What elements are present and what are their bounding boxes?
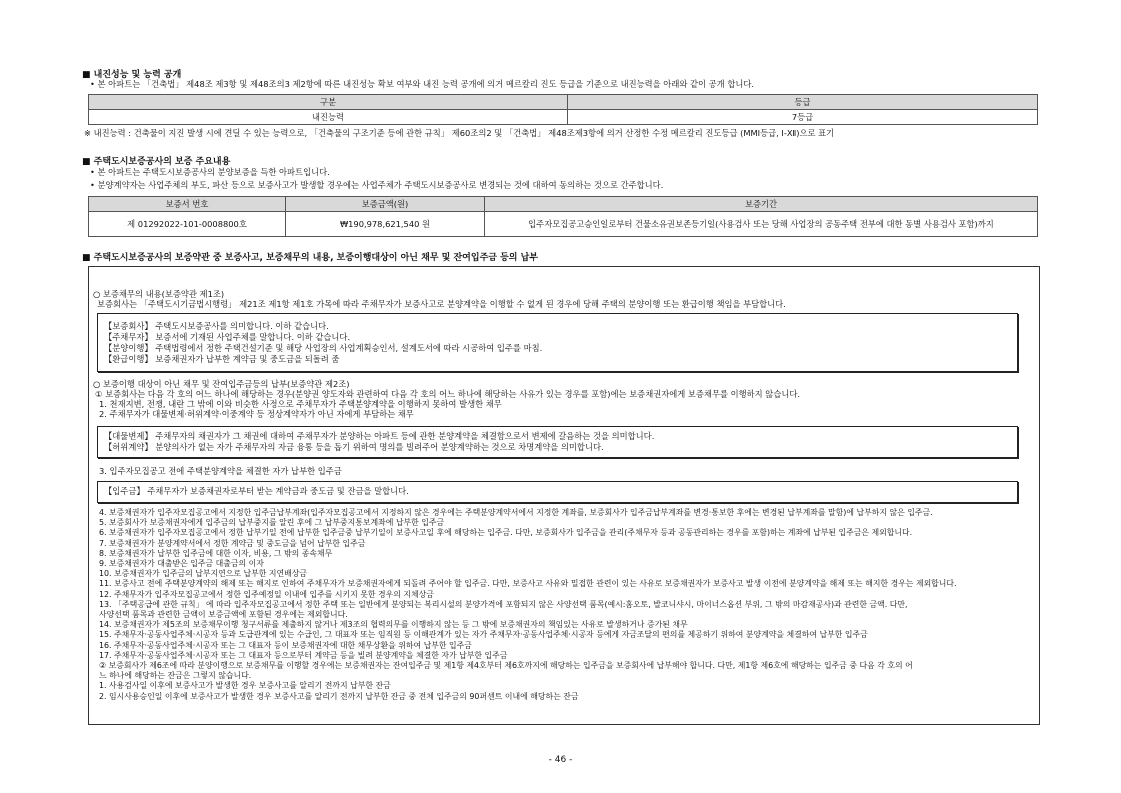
list-item: 2. 임시사용승인일 이후에 보증사고가 발생한 경우 보증사고를 알리기 전까지 납부한 잔금 중 전체 입주금의 90퍼센트 이내에 해당하는 잔금 (99, 691, 579, 701)
definition-box (97, 313, 1018, 372)
table-cell: 내진능력 (89, 110, 568, 125)
list-item: 17. 주채무자·공동사업주체·시공자 또는 그 대표자 등으로부터 계약금 등을 빌려 분양계약을 체결한 자가 납부한 입주금 (99, 650, 508, 660)
terms-item-3: 3. 입주자모집공고 전에 주택분양계약을 체결한 자가 납부한 입주금 (99, 466, 342, 476)
guarantee-bullet: • 본 아파트는 주택도시보증공사의 분양보증을 득한 아파트입니다. (90, 167, 330, 177)
page-number: - 46 - (548, 755, 573, 765)
terms-mid-item: 1. 천재지변, 전쟁, 내란 그 밖에 이와 비슷한 사정으로 주채무자가 주택분양계약을 이행하지 못하여 발생한 채무 (99, 399, 502, 409)
section-title-seismic: ■ 내진성능 및 능력 공개 (82, 70, 182, 80)
seismic-table (88, 94, 1038, 125)
definition-item: 【분양이행】 주택법령에서 정한 주택건설기준 및 해당 사업장의 사업계획승인서, 설계도서에 따라 시공하여 입주를 마침. (104, 343, 543, 353)
table-cell: 제 01292022-101-0008800호 (89, 212, 286, 237)
guarantee-table (88, 196, 1038, 237)
table-header: 보증기간 (485, 197, 1038, 212)
list-item: 9. 보증채권자가 대출받은 입주금 대출금의 이자 (99, 559, 264, 569)
definition-item: 【환급이행】 보증채권자가 납부한 계약금 및 중도금을 되돌려 줌 (104, 354, 340, 364)
list-item: 14. 보증채권자가 제5조의 보증채무이행 청구서류를 제출하지 않거나 제3조의 협력의무를 이행하지 않는 등 그 밖에 보증채권자의 책임있는 사유로 발생하거나 증가된 채무 (99, 620, 688, 630)
table-header: 구분 (89, 95, 568, 110)
terms-frame (88, 266, 1040, 725)
terms-mid-text: ① 보증회사는 다음 각 호의 어느 하나에 해당하는 경우(분양권 양도자와 관련하여 다음 각 호의 어느 하나에 해당하는 사유가 있는 경우를 포함)에는 보증채권자에게 보증채무를 이행하지 않습니다. (95, 389, 801, 399)
list-item: 6. 보증채권자가 입주자모집공고에서 정한 납부기일 전에 납부한 입주금중 납부기일이 보증사고일 후에 해당하는 입주금. 다만, 보증회사가 입주금을 관리(주채무자 등과 공동관리하는 경우를 포함)하는 계좌에 납부된 입주금은 제외합니다. (99, 528, 913, 538)
seismic-description: • 본 아파트는 「건축법」 제48조 제3항 및 제48조의3 제2항에 따른 내진성능 확보 여부와 내진 능력 공개에 의거 메르칼리 진도 등급을 기준으로 내진능력을 아래와 같이 공개 합니다. (90, 79, 755, 89)
list-item: 15. 주채무자·공동사업주체·시공자 등과 도급관계에 있는 수급인, 그 대표자 또는 임직원 등 이해관계가 있는 자가 주채무자·공동사업주체·시공자 등에게 자금조달의 편의를 제공하기 위하여 분양계약을 체결하여 납부한 입주금 (99, 630, 868, 640)
table-header: 등급 (568, 95, 1038, 110)
definition-item: 【입주금】 주채무자가 보증채권자로부터 받는 계약금과 중도금 및 잔금을 말합니다. (104, 486, 409, 496)
table-cell: 입주자모집공고승인일로부터 건물소유권보존등기일(사용검사 또는 당해 사업장의 공동주택 전부에 대한 동별 사용검사 포함)까지 (485, 212, 1038, 237)
seismic-note: ※ 내진능력 : 건축물이 지진 발생 시에 견딜 수 있는 능력으로, 「건축물의 구조기준 등에 관한 규칙」 제60조의2 및 「건축법」 제48조제3항에 의거 산정한 수정 메르칼리 진도등급 (MMI등급, Ⅰ-Ⅻ)으로 표기 (84, 128, 835, 138)
list-item: 1. 사용검사일 이후에 보증사고가 발생한 경우 보증사고를 알리기 전까지 납부한 잔금 (99, 681, 391, 691)
list-item: ② 보증회사가 제6조에 따라 분양이행으로 보증채무를 이행할 경우에는 보증채권자는 잔여입주금 및 제1항 제4호부터 제6호까지에 해당하는 입주금을 보증회사에 납부해야 합니다. 다만, 제1항 제6호에 해당하는 입주금 중 다음 각 호의 어 (99, 661, 913, 671)
list-item: 느 하나에 해당하는 잔금은 그렇지 않습니다. (99, 671, 252, 681)
definition-item: 【주채무자】 보증서에 기재된 사업주체를 말합니다. 이하 같습니다. (104, 332, 351, 342)
list-item: 5. 보증회사가 보증채권자에게 입주금의 납부중지를 알린 후에 그 납부중지통보계좌에 납부한 입주금 (99, 518, 445, 528)
list-item: 사양선택 품목과 관련한 금액이 보증금액에 포함된 경우에는 제외합니다. (99, 610, 348, 620)
guarantee-bullet: • 분양계약자는 사업주체의 부도, 파산 등으로 보증사고가 발생할 경우에는 사업주체가 주택도시보증공사로 변경되는 것에 대하여 동의하는 것으로 간주합니다. (90, 180, 664, 190)
terms-intro-text: 보증회사는 「주택도시기금법시행령」 제21조 제1항 제1호 가목에 따라 주채무자가 보증사고로 분양계약을 이행할 수 없게 된 경우에 당해 주택의 분양이행 또는 환급이행 책임을 부담합니다. (97, 299, 786, 309)
terms-mid-item: 2. 주채무자가 대물변제·허위계약·이중계약 등 정상계약자가 아닌 자에게 부담하는 채무 (99, 409, 414, 419)
list-item: 13. 「주택공급에 관한 규칙」 에 따라 입주자모집공고에서 정한 주택 또는 일반에게 분양되는 복리시설의 분양가격에 포함되지 않은 사양선택 품목(예시:홈오토, 발코니샤시, 마이너스옵션 부위, 그 밖의 마감재공사)과 관련한 금액. 다만, (99, 599, 908, 609)
list-item: 16. 주채무자·공동사업주체·시공자 또는 그 대표자 등이 보증채권자에 대한 채무상환을 위하여 납부한 입주금 (99, 640, 472, 650)
terms-intro-heading: ○ 보증채무의 내용(보증약관 제1조) (93, 289, 225, 299)
list-item: 10. 보증채권자가 입주금의 납부지연으로 납부한 지연배상금 (99, 569, 308, 579)
list-item: 4. 보증채권자가 입주자모집공고에서 지정한 입주금납부계좌(입주자모집공고에서 지정하지 않은 경우에는 주택분양계약서에서 지정한 계좌를, 보증회사가 입주금납부계좌를 변경·통보한 후에는 변경된 납부계좌를 말함)에 납부하지 않은 입주금. (99, 508, 933, 517)
table-header: 보증서 번호 (89, 197, 286, 212)
definition-box (97, 481, 1018, 503)
list-item: 11. 보증사고 전에 주택분양계약의 해제 또는 해지로 인하여 주채무자가 보증채권자에게 되돌려 주어야 할 입주금. 다만, 보증사고 사유와 밀접한 관련이 있는 사유로 보증채권자가 보증사고 발생 이전에 분양계약을 해제 또는 해지한 경우는 제외합니다. (99, 579, 957, 589)
table-cell: ₩190,978,621,540 원 (286, 212, 485, 237)
list-item: 12. 주채무자가 입주자모집공고에서 정한 입주예정일 이내에 입주를 시키지 못한 경우의 지체상금 (99, 589, 434, 599)
terms-list (99, 508, 957, 702)
list-item: 7. 보증채권자가 분양계약서에서 정한 계약금 및 중도금을 넘어 납부한 입주금 (99, 538, 366, 548)
section-title-guarantee: ■ 주택도시보증공사의 보증 주요내용 (82, 157, 231, 167)
section-title-terms: ■ 주택도시보증공사의 보증약관 중 보증사고, 보증채무의 내용, 보증이행대상이 아닌 채무 및 잔여입주금 등의 납부 (82, 253, 539, 263)
definition-box (97, 426, 1018, 458)
list-item: 8. 보증채권자가 납부한 입주금에 대한 이자, 비용, 그 밖의 종속채무 (99, 548, 333, 558)
definition-item: 【허위계약】 분양의사가 없는 자가 주채무자의 자금 융통 등을 돕기 위하여 명의를 빌려주어 분양계약하는 것으로 차명계약을 의미합니다. (104, 442, 604, 452)
table-cell: 7등급 (568, 110, 1038, 125)
terms-mid-heading: ○ 보증이행 대상이 아닌 채무 및 잔여입주금등의 납부(보증약관 제2조) (93, 379, 350, 389)
definition-item: 【보증회사】 주택도시보증공사를 의미합니다. 이하 같습니다. (104, 321, 329, 331)
definition-item: 【대물변제】 주채무자의 채권자가 그 채권에 대하여 주채무자가 분양하는 아파트 등에 관한 분양계약을 체결함으로서 변제에 갈음하는 것을 의미합니다. (104, 431, 655, 441)
table-header: 보증금액(원) (286, 197, 485, 212)
